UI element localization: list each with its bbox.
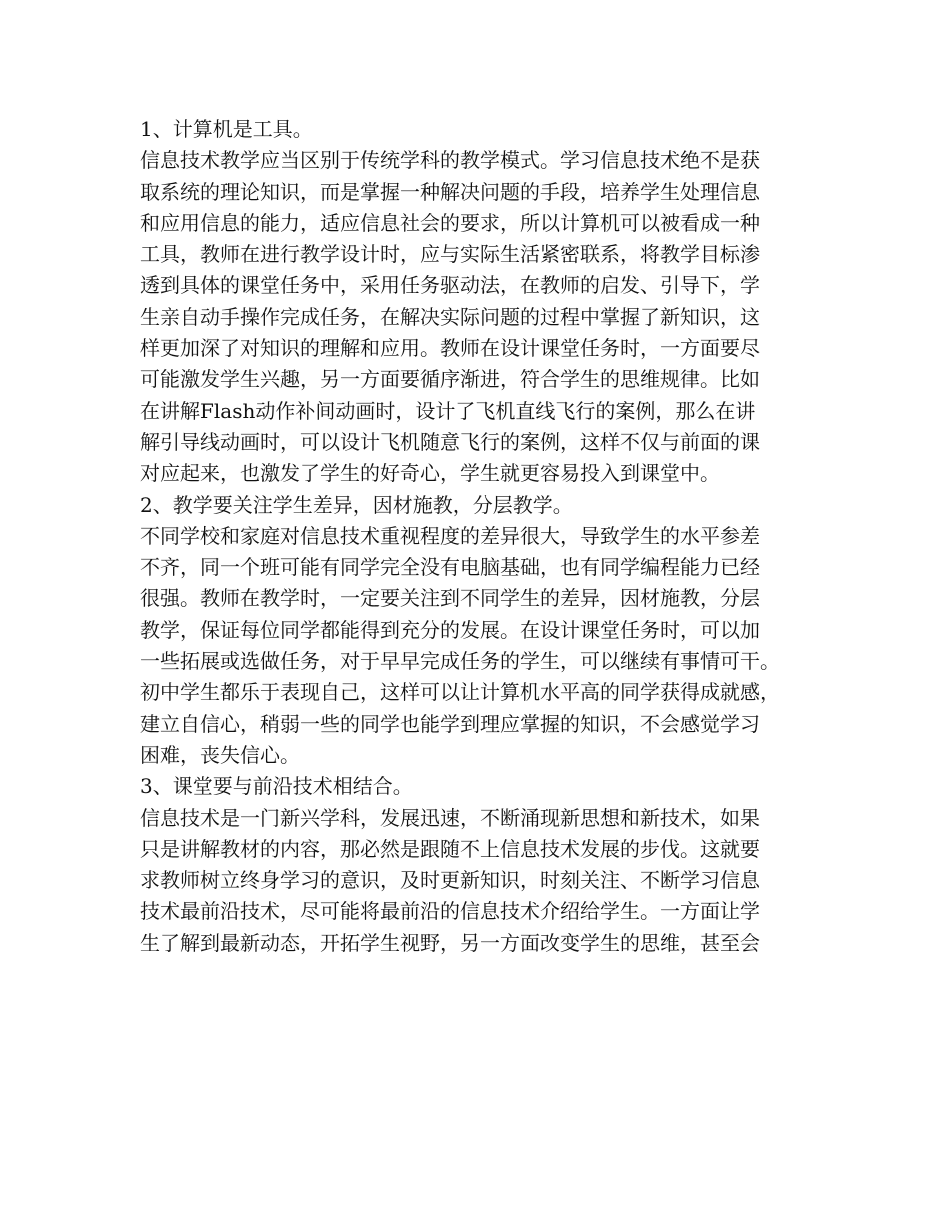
paragraph-line: 生亲自动手操作完成任务，在解决实际问题的过程中掌握了新知识，这	[140, 304, 760, 329]
paragraph-line: 对应起来，也激发了学生的好奇心，学生就更容易投入到课堂中。	[140, 461, 720, 486]
paragraph-line: 样更加深了对知识的理解和应用。教师在设计课堂任务时，一方面要尽	[140, 336, 760, 361]
section-heading-3: 3、课堂要与前沿技术相结合。	[140, 774, 413, 799]
paragraph-line: 和应用信息的能力，适应信息社会的要求，所以计算机可以被看成一种	[140, 210, 760, 235]
paragraph-line: 只是讲解教材的内容，那必然是跟随不上信息技术发展的步伐。这就要	[140, 836, 760, 861]
paragraph-line: 教学，保证每位同学都能得到充分的发展。在设计课堂任务时，可以加	[140, 617, 760, 642]
paragraph-line: 不齐，同一个班可能有同学完全没有电脑基础，也有同学编程能力已经	[140, 555, 760, 580]
section-heading-1: 1、计算机是工具。	[140, 117, 313, 141]
paragraph-line: 解引导线动画时，可以设计飞机随意飞行的案例，这样不仅与前面的课	[140, 429, 760, 454]
paragraph-line: 建立自信心，稍弱一些的同学也能学到理应掌握的知识，不会感觉学习	[140, 711, 760, 736]
document-body	[140, 114, 820, 959]
paragraph-line: 可能激发学生兴趣，另一方面要循序渐进，符合学生的思维规律。比如	[140, 367, 760, 392]
paragraph-line: 技术最前沿技术，尽可能将最前沿的信息技术介绍给学生。一方面让学	[140, 899, 760, 924]
paragraph-line: 取系统的理论知识，而是掌握一种解决问题的手段，培养学生处理信息	[140, 179, 760, 204]
paragraph-line: 生了解到最新动态，开拓学生视野，另一方面改变学生的思维，甚至会	[140, 930, 760, 955]
paragraph-line: 透到具体的课堂任务中，采用任务驱动法，在教师的启发、引导下，学	[140, 273, 760, 298]
paragraph-line: 一些拓展或选做任务，对于早早完成任务的学生，可以继续有事情可干。	[140, 649, 780, 674]
paragraph-line: 很强。教师在教学时，一定要关注到不同学生的差异，因材施教，分层	[140, 586, 760, 611]
paragraph-line: 求教师树立终身学习的意识，及时更新知识，时刻关注、不断学习信息	[140, 868, 760, 893]
paragraph-line: 不同学校和家庭对信息技术重视程度的差异很大，导致学生的水平参差	[140, 523, 760, 548]
paragraph-line: 困难，丧失信心。	[140, 742, 300, 767]
paragraph-line: 信息技术教学应当区别于传统学科的教学模式。学习信息技术绝不是获	[140, 148, 760, 173]
paragraph-line: 在讲解Flash动作补间动画时，设计了飞机直线飞行的案例，那么在讲	[140, 398, 756, 423]
paragraph-line: 信息技术是一门新兴学科，发展迅速，不断涌现新思想和新技术，如果	[140, 805, 760, 830]
paragraph-line: 初中学生都乐于表现自己，这样可以让计算机水平高的同学获得成就感，	[140, 680, 780, 705]
paragraph-line: 工具，教师在进行教学设计时，应与实际生活紧密联系，将教学目标渗	[140, 242, 760, 267]
section-heading-2: 2、教学要关注学生差异，因材施教，分层教学。	[140, 492, 573, 517]
